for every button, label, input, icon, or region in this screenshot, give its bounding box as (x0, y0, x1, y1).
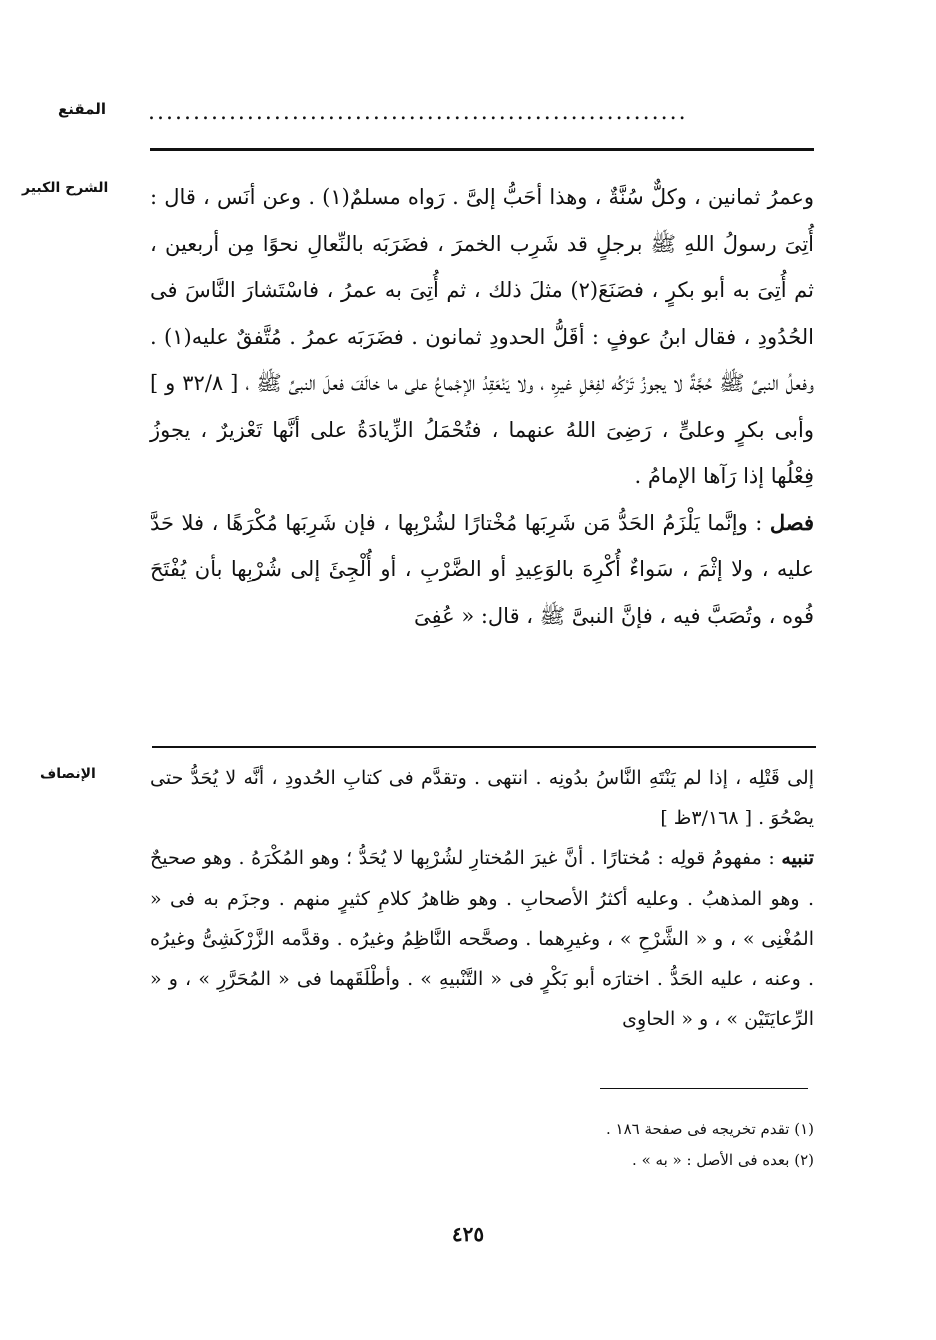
tanbih-text: : مفهومُ قولِه : مُختارًا . أنَّ غيرَ المُختارِ لشُرْبِها لا يُحَدُّ ؛ وهو المُكْرَهُ . وهو صحيحٌ . وهو المذهبُ . وعليه أكثرُ الأصحابِ . وهو ظاهرُ كلامِ كثيرٍ منهم . وجزَم به فى « المُغْنِى » ، و « الشَّرْحِ » ، وغيرِهما . وصحَّحه النَّاظِمُ وغيرُه . وقدَّمه الزَّرْكَشِىُّ وغيرُه . وعنه ، عليه الحَدُّ . اختارَه أبو بَكْرٍ فى « التَّنْبيهِ » . وأطْلَقَهما فى « المُحَرَّرِ » ، و « الرِّعايَتَيْن » ، و « الحاوِى (150, 847, 814, 1031)
fasl-heading: فصل (769, 509, 814, 535)
tanbih-heading: تنبيه (781, 847, 814, 870)
running-header-title: المقنع (58, 100, 106, 118)
insaf-commentary (150, 758, 814, 1039)
footnotes (150, 1114, 814, 1176)
commentary-paragraph: وعمرُ ثمانين ، وكلٌّ سُنَّةٌ ، وهذا أحَبُّ إلىَّ . رَواه مسلمٌ(١) . وعن أنَس ، قال : أُتِىَ رسولُ اللهِ ﷺ برجلٍ قد شَرِب الخمرَ ، فضَرَبَه بالنِّعالِ نحوًا مِن أربعين ، ثم أُتِىَ به أبو بكرٍ ، فصَنَعَ(٢) مثلَ ذلك ، ثم أُتِىَ به عمرُ ، فاسْتَشارَ النَّاسَ فى الحُدُودِ ، فقال ابنُ عوفٍ : أقَلُّ الحدودِ ثمانون . فضَرَبَه عمرُ . مُتَّفقٌ عليه(١) . وفعلُ النبىِّ ﷺ حُجَّةٌ لا يجوزُ تَرْكُه لفِعْلِ غيرِه ، ولا يَنْعَقِدُ الإجْماعُ على ما خالَفَ فعلَ النبىِّ ﷺ ، [ ٣٢/٨ و ] وأبى بكرٍ وعلىٍّ ، رَضِىَ اللهُ عنهما ، فتُحْمَلُ الزِّيادَةُ على أنَّها تَعْزيرٌ ، يجوزُ فِعْلُها إذا رَآها الإمامُ . (150, 185, 815, 488)
footnote-item: (٢) بعده فى الأصل : « به » . (632, 1151, 814, 1169)
footnote-rule (600, 1088, 808, 1089)
page-number: ٤٢٥ (451, 1222, 485, 1246)
section-divider (152, 746, 816, 748)
side-label-insaf: الإنصاف (40, 766, 96, 782)
footnote-item: (١) تقدم تخريجه فى صفحة ١٨٦ . (605, 1120, 814, 1138)
side-label-sharh: الشرح الكبير (22, 180, 109, 196)
header-dotted-leader: ............................................................ (148, 100, 688, 125)
fasl-paragraph (150, 500, 814, 640)
tanbih-paragraph (150, 838, 814, 1039)
insaf-intro-paragraph: إلى قَتْلِه ، إذا لم يَنْتَهِ النَّاسُ بدُونِه . انتهى . وتقدَّم فى كتابِ الحُدودِ ، أنَّه لا يُحَدُّ حتى يصْحُوَ . [ ٣/١٦٨ظ ] (150, 767, 814, 830)
main-commentary (150, 174, 814, 639)
fasl-text: : وإنَّما يَلْزَمُ الحَدُّ مَن شَرِبَها مُخْتارًا لشُرْبِها ، فإن شَرِبَها مُكْرَهًا ، فلا حَدَّ عليه ، ولا إثْمَ ، سَواءٌ أُكْرِهَ بالوَعِيدِ أو الضَّرْبِ ، أو أُلْجِئَ إلى شُرْبِها بأن يُفْتَحَ فُوه ، وتُصَبَّ فيه ، فإنَّ النبىَّ ﷺ ، قال: « عُفِىَ (150, 510, 814, 628)
header-rule (150, 148, 814, 151)
